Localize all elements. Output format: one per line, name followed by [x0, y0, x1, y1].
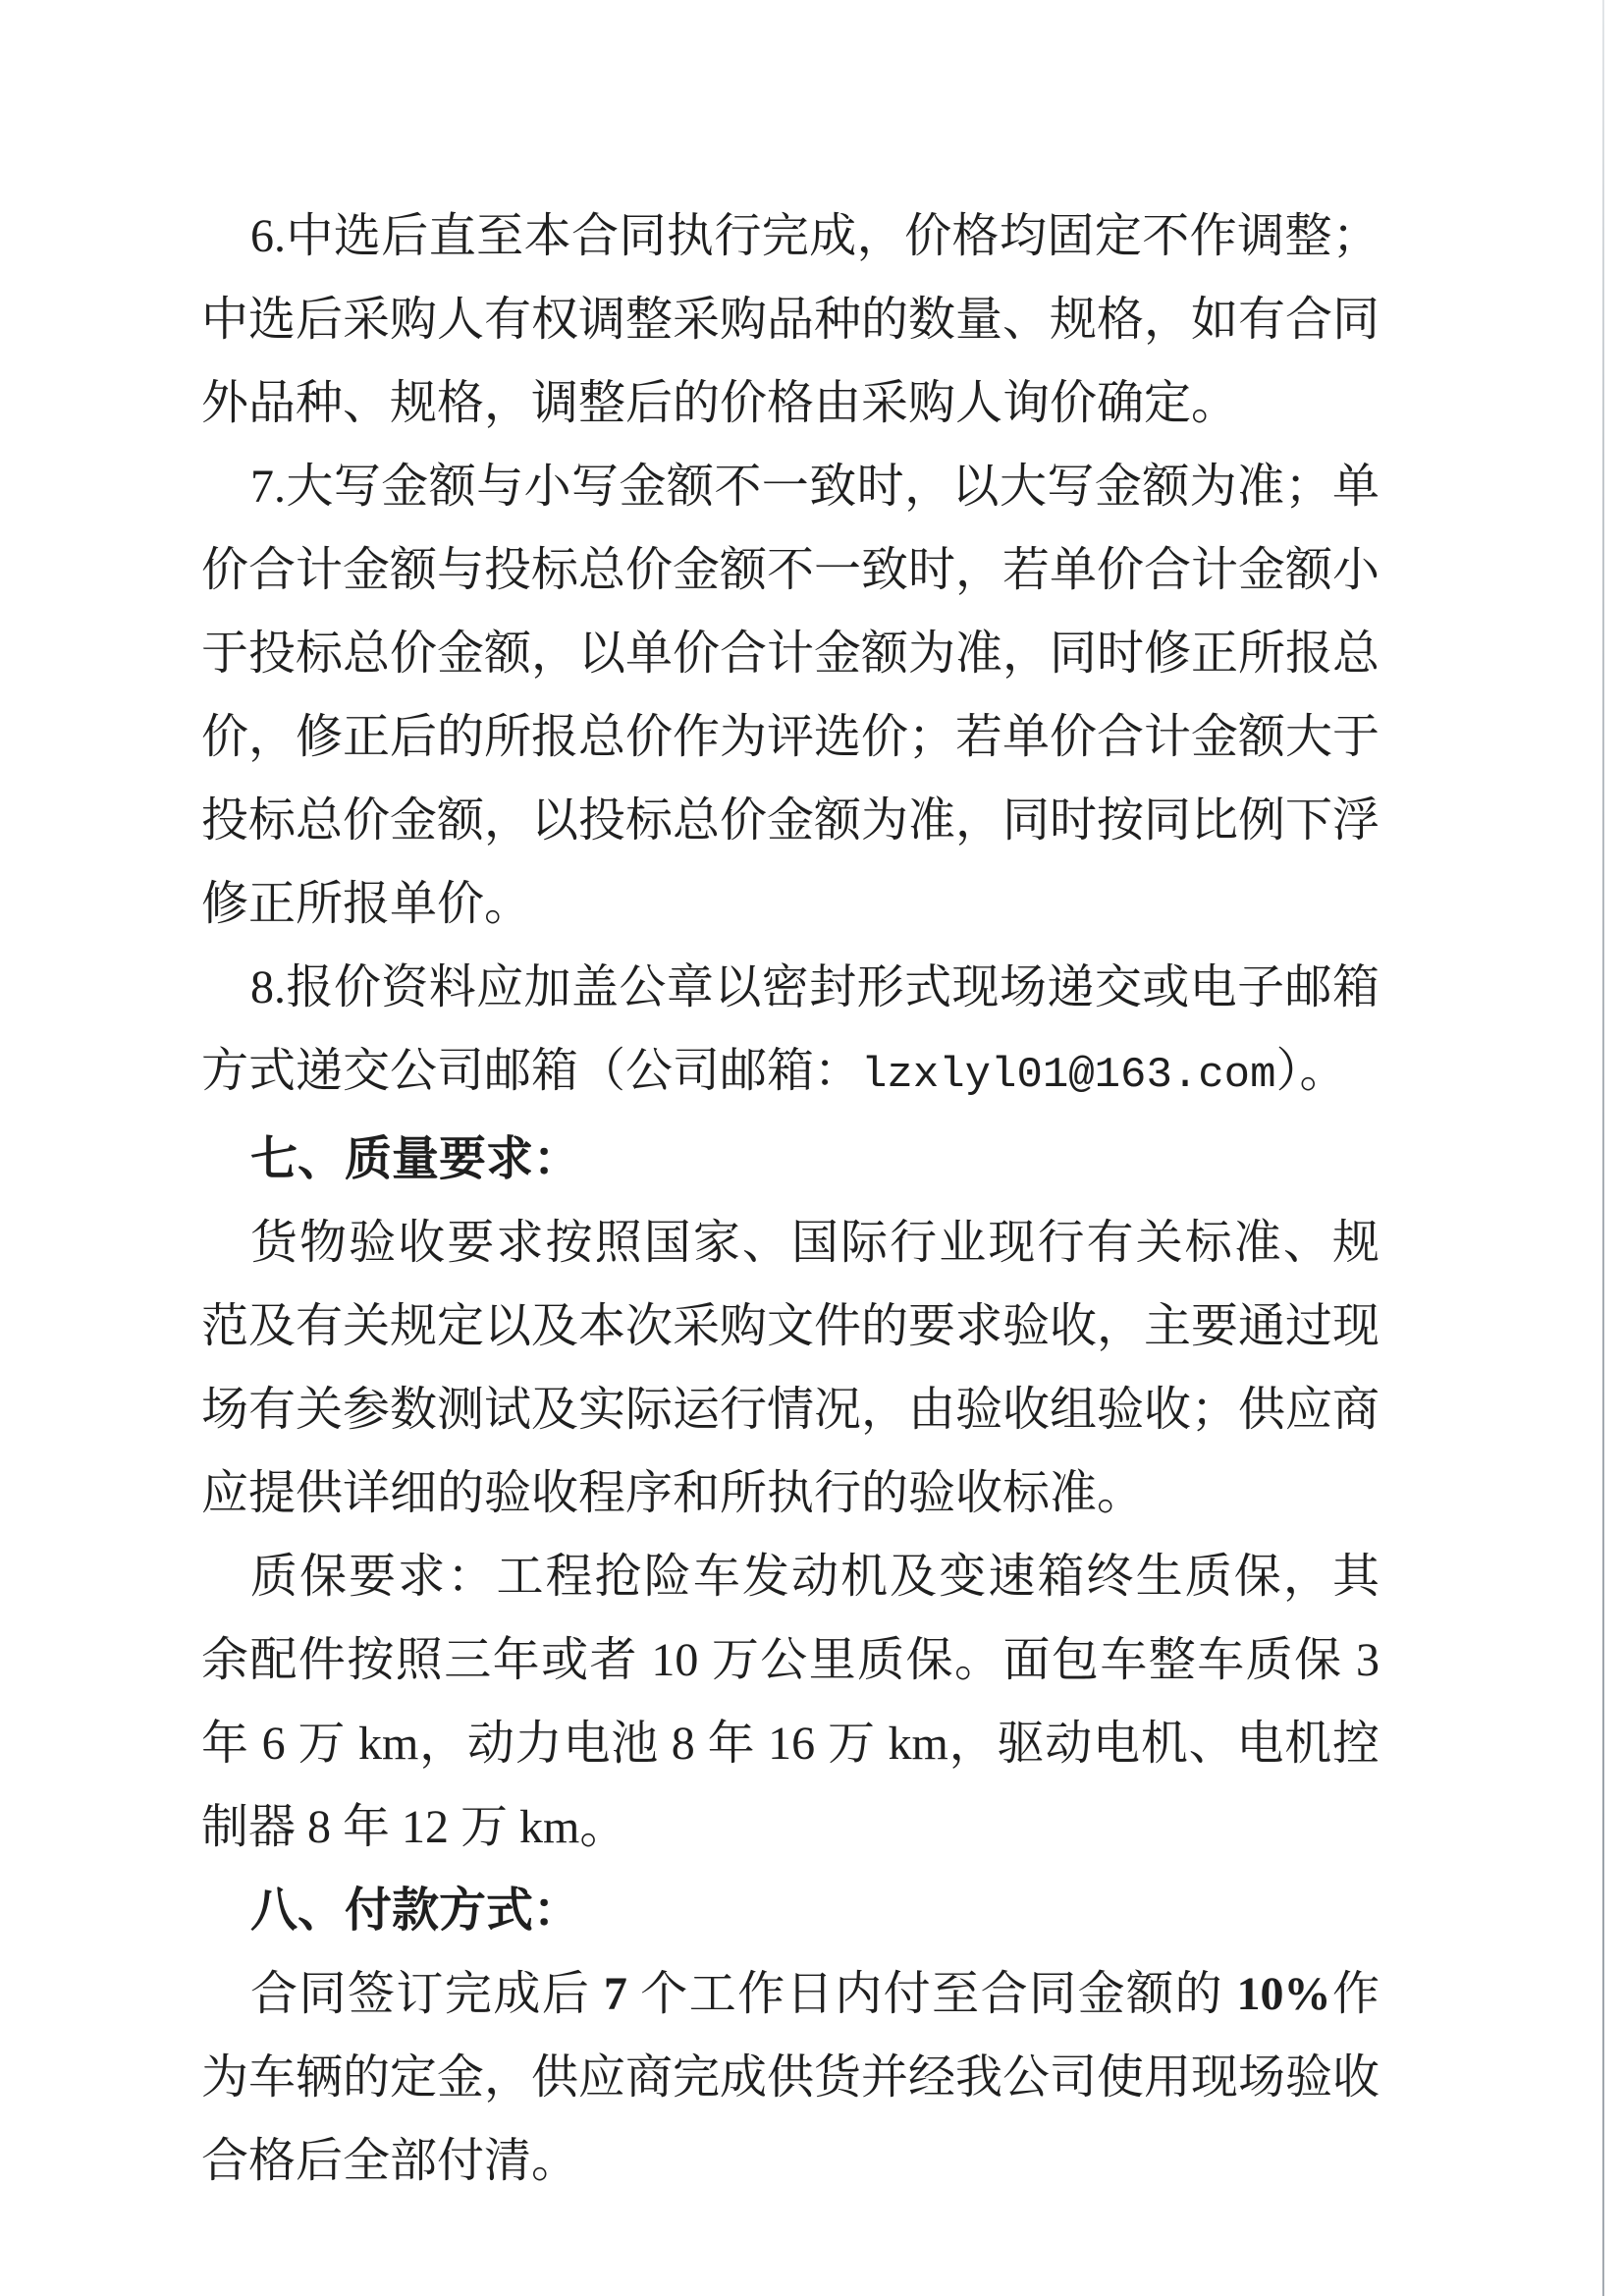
clause-8-quotation-submission-text-0: 8.报价资料应加盖公章以密封形式现场递交或电子邮箱方式递交公司邮箱（公司邮箱：: [201, 961, 1380, 1097]
payment-terms-text-3: 10%: [1236, 1968, 1331, 2020]
goods-acceptance-requirements-text-0: 货物验收要求按照国家、国际行业现行有关标准、规范及有关规定以及本次采购文件的要求验收，主要通过现场有关参数测试及实际运行情况，由验收组验收；供应商应提供详细的验收程序和所执行的验收标准。: [201, 1217, 1380, 1519]
section-7-quality-requirements-heading-text-0: 七、质量要求：: [250, 1133, 581, 1185]
clause-7-amount-discrepancy-text-0: 7.大写金额与小写金额不一致时，以大写金额为准；单价合计金额与投标总价金额不一致时，若单价合计金额小于投标总价金额，以单价合计金额为准，同时修正所报总价，修正后的所报总价作为评选价；若单价合计金额大于投标总价金额，以投标总价金额为准，同时按同比例下浮修正所报单价。: [201, 461, 1380, 930]
clause-6-price-fixed: [201, 194, 1380, 445]
warranty-requirements: [201, 1535, 1380, 1869]
document-body: [201, 194, 1380, 2203]
section-8-payment-method-heading-text-0: 八、付款方式：: [250, 1885, 581, 1937]
payment-terms-text-0: 合同签订完成后: [250, 1968, 604, 2020]
payment-terms: [201, 1952, 1380, 2203]
clause-8-quotation-submission-text-1: lzxlyl01@163.com: [861, 1051, 1276, 1100]
section-8-payment-method-heading: [201, 1869, 1380, 1952]
scan-edge-artifact: [1602, 0, 1604, 2296]
payment-terms-text-1: 7: [603, 1968, 627, 2020]
section-7-quality-requirements-heading: [201, 1118, 1380, 1201]
payment-terms-text-2: 个工作日内付至合同金额的: [626, 1968, 1237, 2020]
clause-6-price-fixed-text-0: 6.中选后直至本合同执行完成，价格均固定不作调整；中选后采购人有权调整采购品种的数量、规格，如有合同外品种、规格，调整后的价格由采购人询价确定。: [201, 210, 1380, 429]
payment-terms-text-4: 作为车辆的定金，供应商完成供货并经我公司使用现场验收合格后全部付清。: [201, 1968, 1380, 2187]
clause-8-quotation-submission: [201, 946, 1380, 1118]
goods-acceptance-requirements: [201, 1201, 1380, 1535]
clause-8-quotation-submission-text-2: ）。: [1275, 1045, 1347, 1097]
clause-7-amount-discrepancy: [201, 445, 1380, 946]
warranty-requirements-text-0: 质保要求：工程抢险车发动机及变速箱终生质保，其余配件按照三年或者 10 万公里质保。面包车整车质保 3 年 6 万 km，动力电池 8 年 16 万 km，驱动电机、电机控制器 8 年 12 万 km。: [201, 1551, 1380, 1853]
